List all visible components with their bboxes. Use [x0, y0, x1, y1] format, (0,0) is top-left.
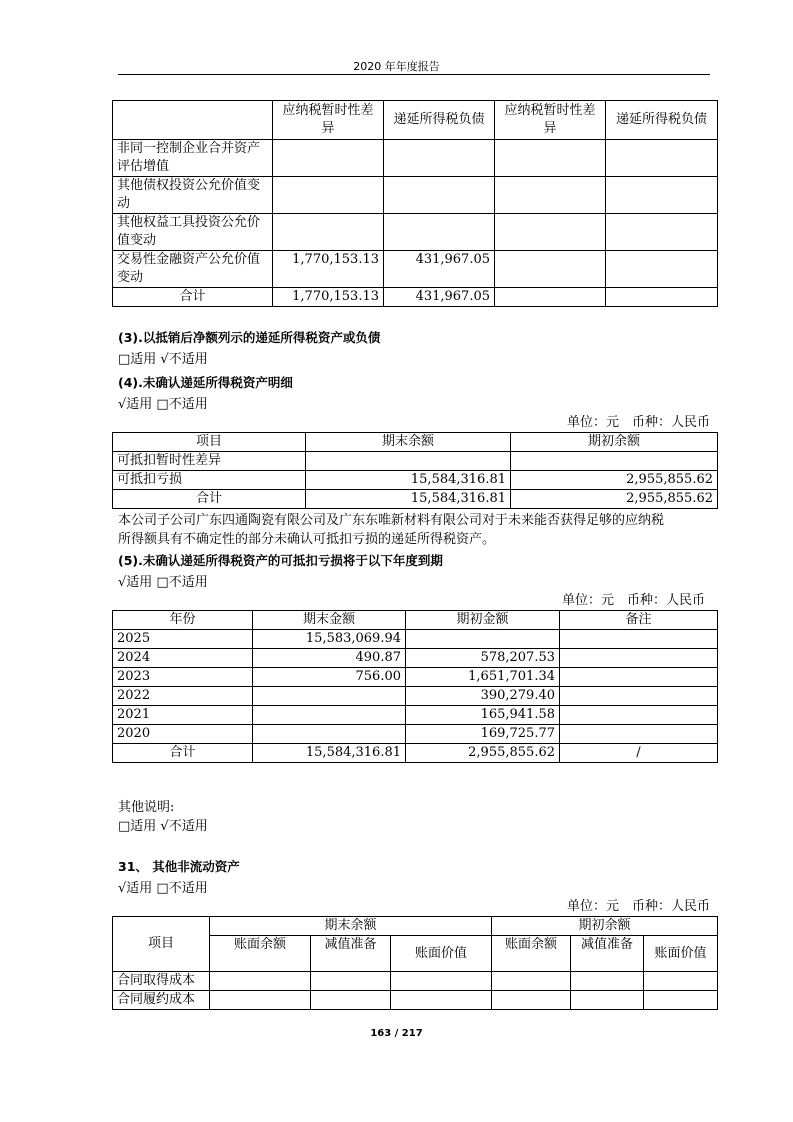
table-cell: [311, 991, 391, 1010]
table-cell: [495, 288, 606, 307]
table-cell: 390,279.40: [406, 687, 560, 706]
table-cell: [210, 991, 311, 1010]
table-row: [113, 668, 718, 687]
table-cell: [495, 251, 606, 288]
table-cell: [273, 214, 384, 251]
row-label: 2020: [113, 725, 253, 744]
page-header: 2020 年年度报告: [353, 60, 440, 73]
table-cell: [495, 140, 606, 177]
table-cell: 431,967.05: [384, 251, 495, 288]
table-cell: [606, 251, 718, 288]
table-row: [113, 630, 718, 649]
section-4-unit: 单位：元 币种：人民币: [566, 415, 710, 430]
table-cell: [560, 725, 718, 744]
row-label: 可抵扣亏损: [113, 471, 306, 490]
row-label: 合计: [113, 288, 273, 307]
table-row: [113, 214, 718, 251]
deferred-tax-liability-table: [112, 100, 718, 307]
table-cell: 2,955,855.62: [511, 471, 718, 490]
row-label: 合计: [113, 744, 253, 763]
table-cell: 2,955,855.62: [511, 490, 718, 509]
row-label: 2024: [113, 649, 253, 668]
table-row: [113, 251, 718, 288]
section-3-title: (3).以抵销后净额列示的递延所得税资产或负债: [118, 330, 381, 345]
table-cell: [311, 972, 391, 991]
table-header-cell: 应纳税暂时性差异: [495, 101, 606, 140]
table-cell: 15,584,316.81: [253, 744, 406, 763]
table-cell: [253, 725, 406, 744]
row-label: 其他权益工具投资公允价值变动: [113, 214, 273, 251]
table-header-cell: 项目: [113, 433, 306, 452]
table-cell: 490.87: [253, 649, 406, 668]
table-header-cell: 递延所得税负债: [384, 101, 495, 140]
table-header-cell: 递延所得税负债: [606, 101, 718, 140]
section-4-title: (4).未确认递延所得税资产明细: [118, 375, 293, 390]
table-header-cell: 期末余额: [306, 433, 511, 452]
table-cell: [511, 452, 718, 471]
table-cell: [571, 972, 644, 991]
table-cell: [210, 972, 311, 991]
table-cell: [606, 288, 718, 307]
table-row: [113, 991, 718, 1010]
table-header-cell: 年份: [113, 611, 253, 630]
table-cell: [253, 687, 406, 706]
table-cell: [306, 452, 511, 471]
table-header-cell: 账面余额: [492, 936, 571, 972]
page-number: 163 / 217: [370, 1028, 423, 1039]
expiring-losses-table: [112, 610, 718, 763]
table-cell: 169,725.77: [406, 725, 560, 744]
table-header-cell: 项目: [113, 917, 210, 972]
table-header-cell: 期初金额: [406, 611, 560, 630]
table-cell: 15,584,316.81: [306, 490, 511, 509]
section-5-applicable: √适用 □不适用: [118, 575, 208, 590]
table-cell: 2,955,855.62: [406, 744, 560, 763]
row-label: 非同一控制企业合并资产评估增值: [113, 140, 273, 177]
row-label: 其他债权投资公允价值变动: [113, 177, 273, 214]
table-row: [113, 706, 718, 725]
section-4-applicable: √适用 □不适用: [118, 397, 208, 412]
table-cell: [406, 630, 560, 649]
section-4-note-line2: 所得额具有不确定性的部分未确认可抵扣亏损的递延所得税资产。: [118, 532, 496, 547]
table-row: [113, 725, 718, 744]
table-header-cell: 减值准备: [571, 936, 644, 972]
table-header-cell: 账面价值: [644, 936, 718, 972]
table-cell: [273, 140, 384, 177]
section-5-unit: 单位：元 币种：人民币: [561, 593, 705, 608]
table-row: [113, 649, 718, 668]
table-cell: [606, 177, 718, 214]
table-header-group: 期初余额: [492, 917, 718, 936]
table-cell: 756.00: [253, 668, 406, 687]
table-cell: [560, 706, 718, 725]
table-header-cell: 期末金额: [253, 611, 406, 630]
table-row: [113, 452, 718, 471]
table-cell: [384, 177, 495, 214]
table-cell: [644, 991, 718, 1010]
table-header-cell: 账面余额: [210, 936, 311, 972]
section-4-note-line1: 本公司子公司广东四通陶瓷有限公司及广东东唯新材料有限公司对于未来能否获得足够的应纳税: [118, 513, 665, 528]
other-notes-title: 其他说明:: [118, 800, 175, 815]
table-row: [113, 177, 718, 214]
unrecognized-dta-table: [112, 432, 718, 509]
table-cell: [644, 972, 718, 991]
table-cell: [560, 649, 718, 668]
table-cell: /: [560, 744, 718, 763]
table-cell: [391, 972, 492, 991]
table-cell: [391, 991, 492, 1010]
table-total-row: [113, 288, 718, 307]
table-cell: [273, 177, 384, 214]
table-cell: [606, 214, 718, 251]
table-cell: 1,770,153.13: [273, 288, 384, 307]
table-header-cell: 减值准备: [311, 936, 391, 972]
table-cell: [492, 991, 571, 1010]
table-row: [113, 972, 718, 991]
table-cell: 165,941.58: [406, 706, 560, 725]
table-header-cell: 应纳税暂时性差异: [273, 101, 384, 140]
row-label: 合同取得成本: [113, 972, 210, 991]
table-header-cell: 期初余额: [511, 433, 718, 452]
table-cell: [253, 706, 406, 725]
row-label: 2022: [113, 687, 253, 706]
section-31-unit: 单位：元 币种：人民币: [566, 899, 710, 914]
table-cell: [384, 214, 495, 251]
section-31-title: 31、 其他非流动资产: [118, 859, 240, 874]
table-header-group: 期末余额: [210, 917, 492, 936]
table-cell: [495, 214, 606, 251]
row-label: 2023: [113, 668, 253, 687]
row-label: 合同履约成本: [113, 991, 210, 1010]
table-cell: [492, 972, 571, 991]
table-cell: 1,651,701.34: [406, 668, 560, 687]
table-cell: [495, 177, 606, 214]
section-31-applicable: √适用 □不适用: [118, 881, 208, 896]
row-label: 2025: [113, 630, 253, 649]
table-cell: 15,583,069.94: [253, 630, 406, 649]
table-cell: 431,967.05: [384, 288, 495, 307]
row-label: 可抵扣暂时性差异: [113, 452, 306, 471]
table-header-cell: 备注: [560, 611, 718, 630]
table-total-row: [113, 490, 718, 509]
table-header-cell: 账面价值: [391, 936, 492, 972]
table-cell: 1,770,153.13: [273, 251, 384, 288]
row-label: 交易性金融资产公允价值变动: [113, 251, 273, 288]
table-cell: [571, 991, 644, 1010]
table-row: [113, 140, 718, 177]
row-label: 合计: [113, 490, 306, 509]
table-cell: [560, 630, 718, 649]
section-3-applicable: □适用 √不适用: [118, 352, 208, 367]
other-noncurrent-assets-table: [112, 916, 718, 1010]
table-cell: [606, 140, 718, 177]
table-header-cell: [113, 101, 273, 140]
table-cell: [560, 687, 718, 706]
table-cell: [560, 668, 718, 687]
table-cell: [384, 140, 495, 177]
table-total-row: [113, 744, 718, 763]
section-5-title: (5).未确认递延所得税资产的可抵扣亏损将于以下年度到期: [118, 553, 443, 568]
table-row: [113, 471, 718, 490]
other-notes-applicable: □适用 √不适用: [118, 819, 208, 834]
header-rule: [118, 74, 710, 75]
table-cell: 15,584,316.81: [306, 471, 511, 490]
row-label: 2021: [113, 706, 253, 725]
table-cell: 578,207.53: [406, 649, 560, 668]
table-row: [113, 687, 718, 706]
